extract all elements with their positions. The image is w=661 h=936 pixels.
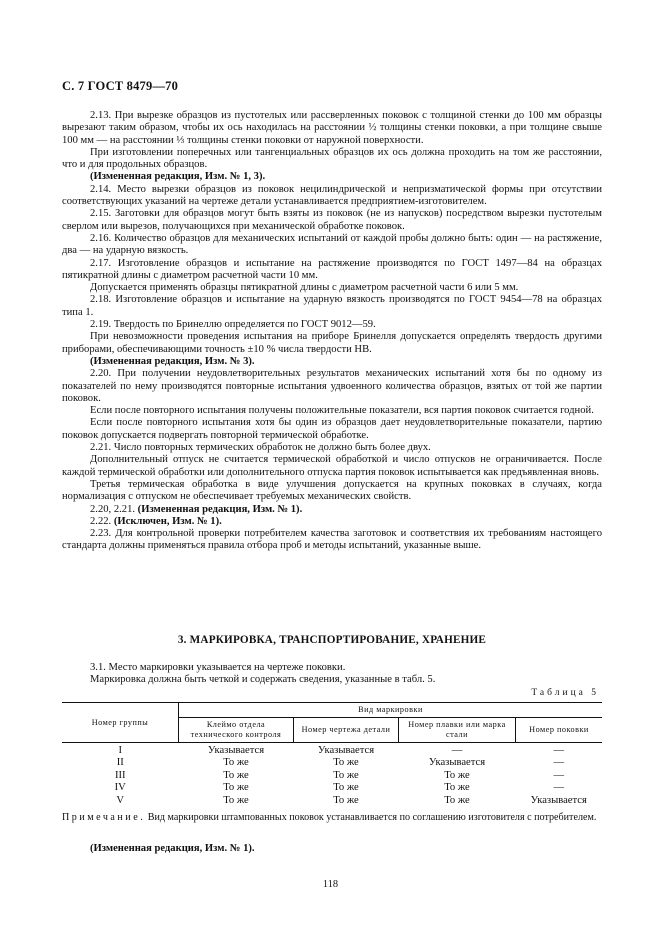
table-cell: То же xyxy=(223,782,249,794)
paragraph-2-20: 2.20. При получении неудовлетворительных результатов механических испытаний хотя бы по одному из показателей по нему производятся повторные испытания удвоенного количества образцов, взятых от той же партии поковок. xyxy=(62,368,602,404)
paragraph-prefix: 2.22. xyxy=(90,515,114,527)
marking-table xyxy=(62,702,602,807)
paragraph-2-21: 2.21. Число повторных термических обработок не должно быть более двух. xyxy=(90,442,431,454)
table-cell: То же xyxy=(444,782,470,794)
paragraph-2-13: 2.13. При вырезке образцов из пустотелых или рассверленных поковок с толщиной стенки до 100 мм образцы вырезают таким образом, чтобы их ось находилась на расстоянии ½ толщины стенки поковки, а при толщине свыше 100 мм — на расстоянии ⅓ толщины стенки поковки от наружной поверхности. xyxy=(62,110,602,146)
paragraph-2-16: 2.16. Количество образцов для механических испытаний от каждой пробы должно быть: один — на растяжение, два — на ударную вязкость. xyxy=(62,232,602,257)
edition-note: (Измененная редакция, Изм. № 1). xyxy=(90,843,255,854)
paragraph-2-23: 2.23. Для контрольной проверки потребителем качества заготовок и соответствия их требованиям настоящего стандарта должны применяться правила отбора проб и методы испытаний, указанные выше. xyxy=(62,528,602,552)
table-cell: То же xyxy=(223,757,249,769)
paragraph-2-20-2-21 xyxy=(62,504,602,516)
header-otk-stamp: Клеймо отдела технического контроля xyxy=(179,718,294,743)
paragraph-2-19-cont: При невозможности проведения испытания на приборе Бринелля допускается определять твердость другими приборами, обеспечивающими точность ±10 % числа твердости НВ. xyxy=(62,331,602,355)
table-cell: — xyxy=(451,745,463,756)
table-cell: То же xyxy=(223,794,249,806)
table-caption: Таблица 5 xyxy=(531,688,599,698)
edition-note: (Измененная редакция, Изм. № 3). xyxy=(90,355,255,367)
table-row xyxy=(62,743,602,758)
page-header: С. 7 ГОСТ 8479—70 xyxy=(62,79,179,93)
table-cell: Указывается xyxy=(530,794,587,806)
edition-note: (Измененная редакция, Изм. № 1, 3). xyxy=(90,171,266,183)
table-cell: То же xyxy=(333,782,359,794)
paragraph-2-18: 2.18. Изготовление образцов и испытание на ударную вязкость производятся по ГОСТ 9454—78 на образцах типа 1. xyxy=(62,294,602,318)
section-3-text xyxy=(62,662,602,687)
table-cell: То же xyxy=(333,769,359,781)
header-group-number: Номер группы xyxy=(62,703,179,743)
table-note xyxy=(62,812,602,824)
body-text xyxy=(62,110,602,553)
table-cell: Указывается xyxy=(207,745,265,756)
table-cell: То же xyxy=(333,794,359,806)
table-cell: I xyxy=(118,745,123,756)
note-label: Примечание. xyxy=(62,812,146,823)
table-cell: — xyxy=(553,757,565,769)
table-cell: — xyxy=(553,782,565,794)
paragraph-2-21-cont: Дополнительный отпуск не считается термической обработкой и число отпусков не ограничивается. После каждой термической обработки или дополнительного отпуска партия поковок испытывается как предъявленная вновь. xyxy=(62,454,602,478)
paragraph-2-20-cont: Если после повторного испытания получены положительные показатели, вся партия поковок считается годной. xyxy=(90,405,594,417)
table-cell: То же xyxy=(333,757,359,769)
paragraph-3-1: 3.1. Место маркировки указывается на чертеже поковки. xyxy=(90,662,346,673)
note-text: Вид маркировки штампованных поковок устанавливается по соглашению изготовителя с потребителем. xyxy=(145,812,597,823)
table-cell: Указывается xyxy=(317,745,375,756)
header-marking-type: Вид маркировки xyxy=(179,703,603,718)
table-cell: II xyxy=(116,757,124,769)
table-cell: III xyxy=(114,769,126,781)
paragraph-2-15: 2.15. Заготовки для образцов могут быть взяты из поковок (не из напусков) посредством вырезки пустотелым сверлом или вырезов, получающихся при механической обработке поковок. xyxy=(62,208,602,232)
paragraph-2-20-cont2: Если после повторного испытания хотя бы один из образцов дает неудовлетворительные показатели, партию поковок допускается подвергать повторной термической обработке. xyxy=(62,417,602,441)
table-cell: — xyxy=(553,769,565,781)
table-cell: V xyxy=(116,794,125,806)
excluded-note: (Исключен, Изм. № 1). xyxy=(113,515,222,527)
table-row xyxy=(62,782,602,794)
table-cell: То же xyxy=(444,794,470,806)
table-cell: Указывается xyxy=(428,757,486,769)
paragraph-2-17-cont: Допускается применять образцы пятикратной длины с диаметром расчетной части 6 или 5 мм. xyxy=(90,282,519,294)
table-cell: То же xyxy=(223,769,249,781)
paragraph-3-1-cont: Маркировка должна быть четкой и содержать сведения, указанные в табл. 5. xyxy=(90,674,436,686)
section-title: 3. МАРКИРОВКА, ТРАНСПОРТИРОВАНИЕ, ХРАНЕНИЕ xyxy=(177,634,487,646)
page-number: 118 xyxy=(322,879,339,890)
paragraph-2-17: 2.17. Изготовление образцов и испытание на растяжение производятся по ГОСТ 1497—84 на образцах пятикратной длины с диаметром расчетной части 10 мм. xyxy=(62,257,602,281)
table-cell: То же xyxy=(444,769,470,781)
header-drawing-number: Номер чертежа детали xyxy=(294,718,399,743)
paragraph-2-22 xyxy=(62,516,602,528)
table-row xyxy=(62,795,602,807)
paragraph-2-14: 2.14. Место вырезки образцов из поковок нецилиндрической и непризматической формы при отсутствии соответствующих указаний на чертеже детали устанавливается предприятием-изготовителем. xyxy=(62,183,602,208)
table-row xyxy=(62,770,602,782)
edition-note: (Измененная редакция, Изм. № 1). xyxy=(137,503,303,515)
table-cell: — xyxy=(553,745,565,756)
paragraph-2-13-cont: При изготовлении поперечных или тангенциальных образцов их ось должна проходить на том же расстоянии, что и для продольных образцов. xyxy=(62,146,602,171)
paragraph-2-21-cont2: Третья термическая обработка в виде улучшения допускается на крупных поковках в случаях, когда нормализация с отпуском не обеспечивает требуемых механических свойств. xyxy=(62,478,602,503)
table-cell: IV xyxy=(114,782,126,794)
paragraph-prefix: 2.20, 2.21. xyxy=(90,503,138,515)
header-forging-number: Номер поковки xyxy=(516,718,603,743)
paragraph-2-19: 2.19. Твердость по Бринеллю определяется по ГОСТ 9012—59. xyxy=(90,319,376,331)
table-row xyxy=(62,757,602,769)
header-heat-number: Номер плавки или марка стали xyxy=(399,718,516,743)
